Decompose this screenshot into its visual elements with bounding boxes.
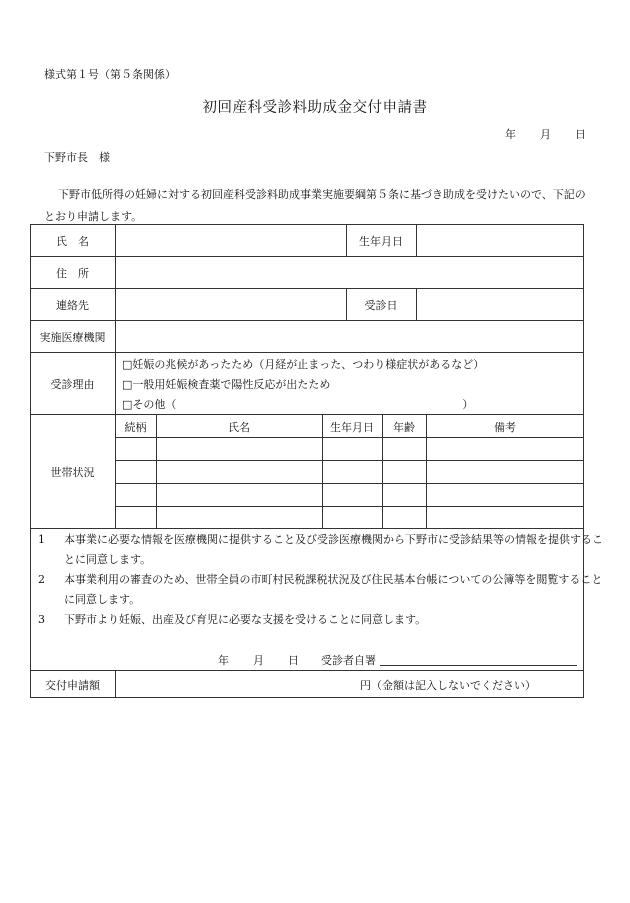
address-field[interactable] xyxy=(116,257,583,288)
consent-item xyxy=(38,530,603,570)
date-day-label: 日 xyxy=(575,128,586,141)
consent-item xyxy=(38,610,598,630)
reason-option-other[interactable]: □その他（ ） xyxy=(122,398,474,411)
signature-day-label: 日 xyxy=(288,654,299,667)
addressee: 下野市長 様 xyxy=(44,151,110,164)
birthdate-field[interactable] xyxy=(417,225,583,256)
signature-month-label: 月 xyxy=(253,654,264,667)
household-col-remarks: 備考 xyxy=(494,421,516,434)
signature-field[interactable] xyxy=(380,651,577,666)
form-number: 様式第１号（第５条関係） xyxy=(44,68,176,81)
contact-label: 連絡先 xyxy=(56,299,89,312)
institution-field[interactable] xyxy=(116,321,583,352)
household-col-name: 氏名 xyxy=(228,421,250,434)
name-label: 氏 名 xyxy=(56,235,89,248)
institution-label: 実施医療機関 xyxy=(39,331,106,344)
household-col-age: 年齢 xyxy=(393,421,415,434)
contact-field[interactable] xyxy=(116,289,346,320)
signature-date xyxy=(218,652,299,668)
consent-number: 3 xyxy=(38,613,45,626)
consent-number: 1 xyxy=(38,533,45,546)
reason-option-test-positive[interactable]: □一般用妊娠検査薬で陽性反応が出たため xyxy=(122,378,331,391)
signature-year-label: 年 xyxy=(218,654,229,667)
reason-option-pregnancy-signs[interactable]: □妊娠の兆候があったため（月経が止まった、つわり様症状があるなど） xyxy=(122,358,485,371)
household-col-relation: 続柄 xyxy=(124,421,147,434)
application-date xyxy=(505,126,586,142)
visit-date-label: 受診日 xyxy=(364,299,398,312)
household-col-birthdate: 生年月日 xyxy=(330,421,374,434)
name-field[interactable] xyxy=(116,225,346,256)
consent-number: 2 xyxy=(38,573,45,586)
visit-date-field[interactable] xyxy=(417,289,583,320)
form-title: 初回産科受診料助成金交付申請書 xyxy=(202,100,428,116)
amount-note: 円（金額は記入しないでください） xyxy=(360,679,536,692)
address-label: 住 所 xyxy=(56,267,89,280)
consent-text: 本事業に必要な情報を医療機関に提供すること及び受診医療機関から下野市に受診結果等の情報を提供することに同意します。 xyxy=(64,533,603,566)
intro-text: 下野市低所得の妊婦に対する初回産科受診料助成事業実施要綱第５条に基づき助成を受けたいので、下記のとおり申請します。 xyxy=(44,188,586,223)
reason-label: 受診理由 xyxy=(50,378,95,391)
signature-label: 受診者自署 xyxy=(321,654,376,667)
consent-text: 本事業利用の審査のため、世帯全員の市町村民税課税状況及び住民基本台帳についての公簿等を閲覧することに同意します。 xyxy=(64,573,603,606)
date-year-label: 年 xyxy=(505,128,516,141)
consent-item xyxy=(38,570,603,610)
birthdate-label: 生年月日 xyxy=(359,235,403,248)
consent-text: 下野市より妊娠、出産及び育児に必要な支援を受けることに同意します。 xyxy=(64,613,427,626)
household-label: 世帯状況 xyxy=(50,466,95,479)
date-month-label: 月 xyxy=(540,128,551,141)
amount-label: 交付申請額 xyxy=(45,679,100,692)
